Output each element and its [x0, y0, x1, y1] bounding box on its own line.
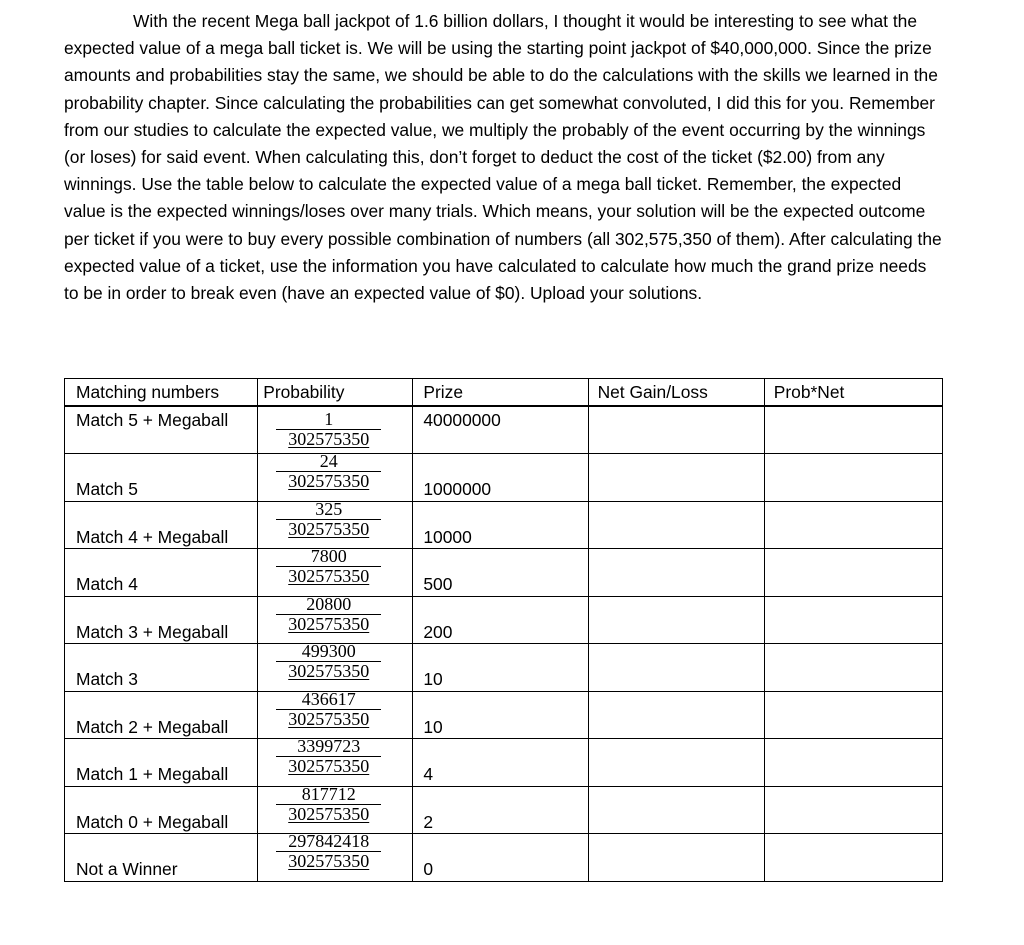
table-row	[65, 454, 943, 502]
prob-net-cell	[764, 786, 942, 834]
table-row	[65, 834, 943, 882]
table-row	[65, 596, 943, 644]
probability-numerator: 297842418	[288, 831, 370, 851]
match-label: Match 4 + Megaball	[65, 501, 258, 549]
probability-table	[64, 378, 943, 882]
header-matching-numbers: Matching numbers	[65, 379, 258, 407]
probability-fraction	[276, 409, 381, 448]
header-prob-net: Prob*Net	[764, 379, 942, 407]
probability-denominator: 302575350	[288, 429, 370, 449]
probability-numerator: 436617	[301, 688, 356, 709]
match-label: Match 4	[65, 549, 258, 597]
probability-numerator: 3399723	[297, 736, 361, 756]
net-gain-loss-cell	[588, 739, 764, 787]
probability-fraction	[276, 736, 381, 775]
table-row	[65, 501, 943, 549]
probability-cell	[258, 736, 413, 787]
probability-fraction	[276, 499, 381, 538]
prob-net-cell	[764, 406, 942, 454]
net-gain-loss-cell	[588, 691, 764, 739]
prize-value: 500	[413, 549, 588, 597]
probability-fraction	[276, 641, 381, 680]
probability-fraction	[276, 451, 381, 490]
probability-denominator: 302575350	[288, 518, 370, 539]
table-row	[65, 786, 943, 834]
match-label: Match 1 + Megaball	[65, 739, 258, 787]
probability-fraction	[276, 689, 381, 728]
table-body	[65, 406, 943, 881]
table-row	[65, 644, 943, 692]
probability-cell	[258, 688, 413, 739]
match-label: Match 0 + Megaball	[65, 786, 258, 834]
header-prize: Prize	[413, 379, 588, 407]
table-row	[65, 691, 943, 739]
prob-net-cell	[764, 644, 942, 692]
table-row	[65, 406, 943, 454]
instructions-paragraph: With the recent Mega ball jackpot of 1.6 billion dollars, I thought it would be interesting to see what the expected value of a mega ball ticket is. We will be using the starting point jackpot of $40,000,000. Since the prize amounts and probabilities stay the same, we should be able to do the calculations with the skills we learned in the probability chapter. Since calculating the probabilities can get somewhat convoluted, I did this for you. Remember from our studies to calculate the expected value, we multiply the probably of the event occurring by the winnings (or loses) for said event. When calculating this, don’t forget to deduct the cost of the ticket ($2.00) from any winnings. Use the table below to calculate the expected value of a mega ball ticket. Remember, the expected value is the expected winnings/loses over many trials. Which means, your solution will be the expected outcome per ticket if you were to buy every possible combination of numbers (all 302,575,350 of them). After calculating the expected value of a ticket, use the information you have calculated to calculate how much the grand prize needs to be in order to break even (have an expected value of $0). Upload your solutions.	[64, 11, 942, 304]
net-gain-loss-cell	[588, 549, 764, 597]
prize-value: 10000	[413, 501, 588, 549]
net-gain-loss-cell	[588, 596, 764, 644]
probability-cell	[258, 498, 413, 549]
match-label: Not a Winner	[65, 834, 258, 882]
probability-numerator: 499300	[301, 641, 356, 661]
probability-numerator: 20800	[306, 593, 352, 614]
match-label: Match 5	[65, 454, 258, 502]
probability-denominator: 302575350	[288, 613, 370, 634]
probability-numerator: 1	[324, 409, 334, 429]
probability-denominator: 302575350	[288, 471, 370, 491]
probability-numerator: 325	[315, 498, 343, 519]
header-probability: Probability	[258, 379, 413, 407]
probability-denominator: 302575350	[288, 661, 370, 681]
net-gain-loss-cell	[588, 786, 764, 834]
net-gain-loss-cell	[588, 501, 764, 549]
prob-net-cell	[764, 691, 942, 739]
probability-numerator: 7800	[310, 546, 347, 566]
probability-numerator: 24	[319, 451, 338, 471]
net-gain-loss-cell	[588, 644, 764, 692]
probability-cell	[258, 593, 413, 644]
prize-value: 4	[413, 739, 588, 787]
prize-value: 40000000	[413, 406, 588, 454]
prob-net-cell	[764, 454, 942, 502]
probability-cell	[258, 783, 413, 834]
table-header-row	[65, 379, 943, 407]
match-label: Match 3 + Megaball	[65, 596, 258, 644]
prize-value: 1000000	[413, 454, 588, 502]
prize-value: 10	[413, 691, 588, 739]
probability-fraction	[276, 594, 381, 633]
net-gain-loss-cell	[588, 454, 764, 502]
probability-fraction	[276, 784, 381, 823]
probability-cell	[258, 831, 413, 882]
match-label: Match 3	[65, 644, 258, 692]
header-net-gain-loss: Net Gain/Loss	[588, 379, 764, 407]
net-gain-loss-cell	[588, 834, 764, 882]
probability-fraction	[276, 831, 381, 870]
prize-value: 2	[413, 786, 588, 834]
probability-denominator: 302575350	[288, 566, 370, 586]
probability-denominator: 302575350	[288, 803, 370, 824]
table-row	[65, 739, 943, 787]
probability-denominator: 302575350	[288, 708, 370, 729]
probability-cell	[258, 451, 413, 502]
prob-net-cell	[764, 834, 942, 882]
prob-net-cell	[764, 501, 942, 549]
prize-value: 10	[413, 644, 588, 692]
prob-net-cell	[764, 549, 942, 597]
prize-value: 0	[413, 834, 588, 882]
probability-cell	[258, 641, 413, 692]
match-label: Match 5 + Megaball	[65, 406, 258, 454]
prize-value: 200	[413, 596, 588, 644]
probability-fraction	[276, 546, 381, 585]
match-label: Match 2 + Megaball	[65, 691, 258, 739]
table-row	[65, 549, 943, 597]
probability-numerator: 817712	[301, 783, 356, 804]
net-gain-loss-cell	[588, 406, 764, 454]
prob-net-cell	[764, 739, 942, 787]
prob-net-cell	[764, 596, 942, 644]
probability-denominator: 302575350	[288, 851, 370, 871]
probability-cell	[258, 546, 413, 597]
probability-cell	[258, 406, 413, 454]
probability-denominator: 302575350	[288, 756, 370, 776]
